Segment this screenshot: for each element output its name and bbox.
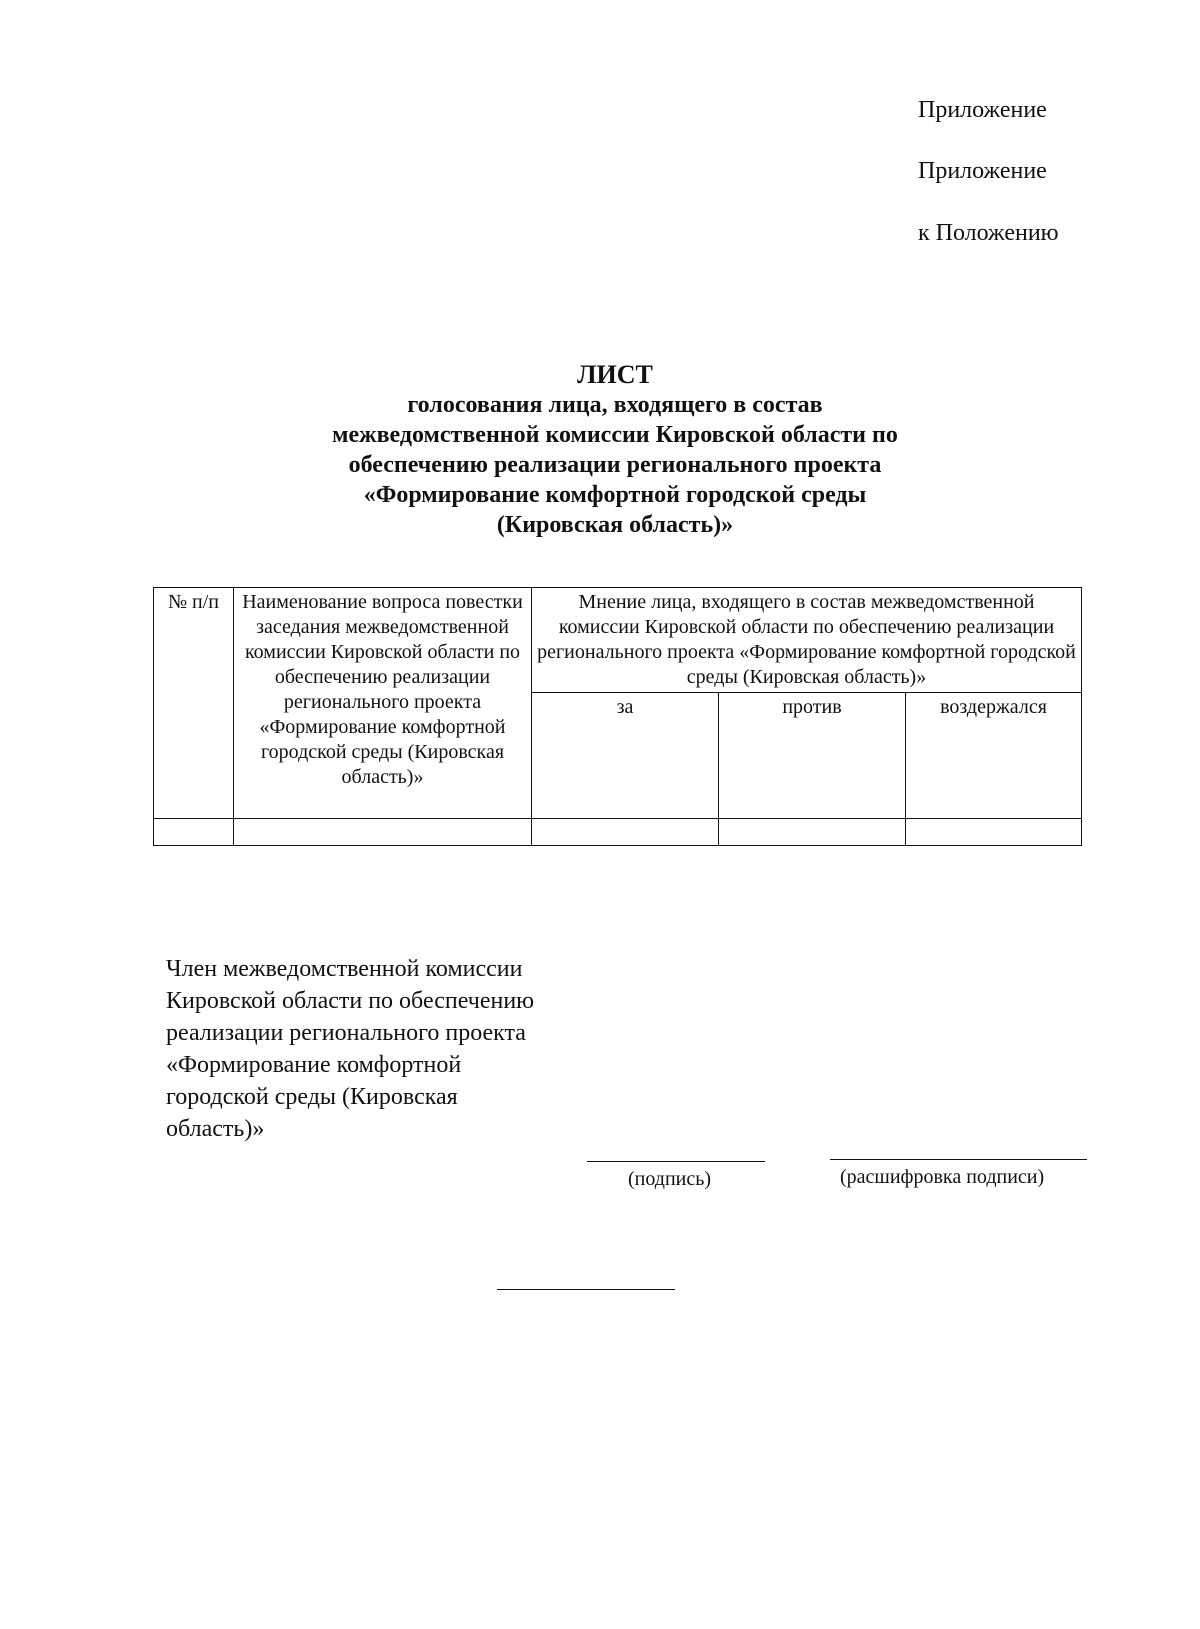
cell-for[interactable] xyxy=(532,819,719,846)
header-opinion: Мнение лица, входящего в состав межведомственной комиссии Кировской области по обеспечению реализации регионального проекта «Формирование комфортной городской среды (Кировская область)» xyxy=(532,588,1082,693)
cell-against[interactable] xyxy=(719,819,906,846)
signature-caption: (подпись) xyxy=(628,1168,712,1190)
title-main: ЛИСТ xyxy=(577,360,653,389)
member-position: Член межведомственной комиссии Кировской области по обеспечению реализации регионального проекта «Формирование комфортной городской среды (Кировская область)» xyxy=(166,956,535,1142)
header-vote-abstain: воздержался xyxy=(906,693,1082,819)
table-row xyxy=(154,819,1082,846)
appendix-label: Приложение xyxy=(918,97,1047,123)
voting-table xyxy=(153,587,1082,846)
signature-decoding-caption: (расшифровка подписи) xyxy=(840,1166,1045,1188)
title-line-2: межведомственной комиссии Кировской области по xyxy=(332,422,898,448)
header-vote-for: за xyxy=(532,693,719,819)
cell-number[interactable] xyxy=(154,819,234,846)
cell-question[interactable] xyxy=(234,819,532,846)
appendix-to-regulation: к Положению xyxy=(918,220,1059,246)
title-line-1: голосования лица, входящего в состав xyxy=(407,392,823,418)
signature-line[interactable] xyxy=(587,1161,765,1162)
header-vote-against: против xyxy=(719,693,906,819)
date-line[interactable] xyxy=(497,1289,675,1290)
signature-decoding-line[interactable] xyxy=(830,1159,1087,1160)
header-question-name: Наименование вопроса повестки заседания межведомственной комиссии Кировской области по обеспечению реализации регионального проекта «Формирование комфортной городской среды (Кировская область)» xyxy=(234,588,532,819)
appendix-label-2: Приложение xyxy=(918,158,1047,184)
document-title xyxy=(270,360,960,540)
cell-abstain[interactable] xyxy=(906,819,1082,846)
header-number: № п/п xyxy=(154,588,234,819)
title-line-4: «Формирование комфортной городской среды xyxy=(363,482,867,508)
title-line-3: обеспечению реализации регионального проекта xyxy=(348,452,882,478)
title-line-5: (Кировская область)» xyxy=(496,512,734,538)
